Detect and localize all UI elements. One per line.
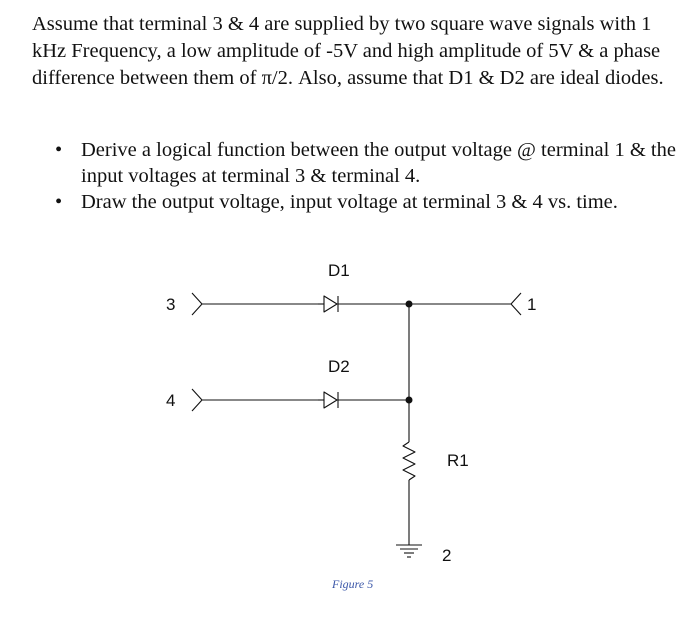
task-text-draw: Draw the output voltage, input voltage at terminal 3 & 4 vs. time. — [81, 191, 618, 213]
ground-icon — [396, 545, 422, 557]
terminal-1-label: 1 — [527, 295, 537, 314]
diode-d2-label: D2 — [328, 357, 350, 376]
resistor-r1-label: R1 — [447, 451, 469, 470]
diode-d1-label: D1 — [328, 261, 350, 280]
terminal-4-label: 4 — [166, 391, 176, 410]
junction-node-mid — [406, 397, 413, 404]
task-text-derive: Derive a logical function between the output voltage @ terminal 1 & the input voltages at terminal 3 & terminal 4. — [81, 139, 676, 187]
diode-d2-symbol — [318, 392, 338, 408]
bullet-icon: • — [55, 139, 63, 161]
terminal-2-label: 2 — [442, 546, 452, 565]
problem-intro: Assume that terminal 3 & 4 are supplied by two square wave signals with 1 kHz Frequency, a low amplitude of -5V and high amplitude of 5V & a phase difference between them of π/2. Also, assume that D1 & D2 are ideal diodes. — [32, 13, 664, 89]
terminal-1-port — [511, 293, 521, 315]
diode-d1-symbol — [318, 296, 338, 312]
bullet-icon: • — [55, 191, 63, 213]
terminal-4-port — [192, 389, 202, 411]
figure-caption: Figure 5 — [332, 577, 374, 591]
junction-node-top — [406, 301, 413, 308]
terminal-3-label: 3 — [166, 295, 176, 314]
resistor-r1-symbol — [403, 442, 415, 480]
terminal-3-port — [192, 293, 202, 315]
